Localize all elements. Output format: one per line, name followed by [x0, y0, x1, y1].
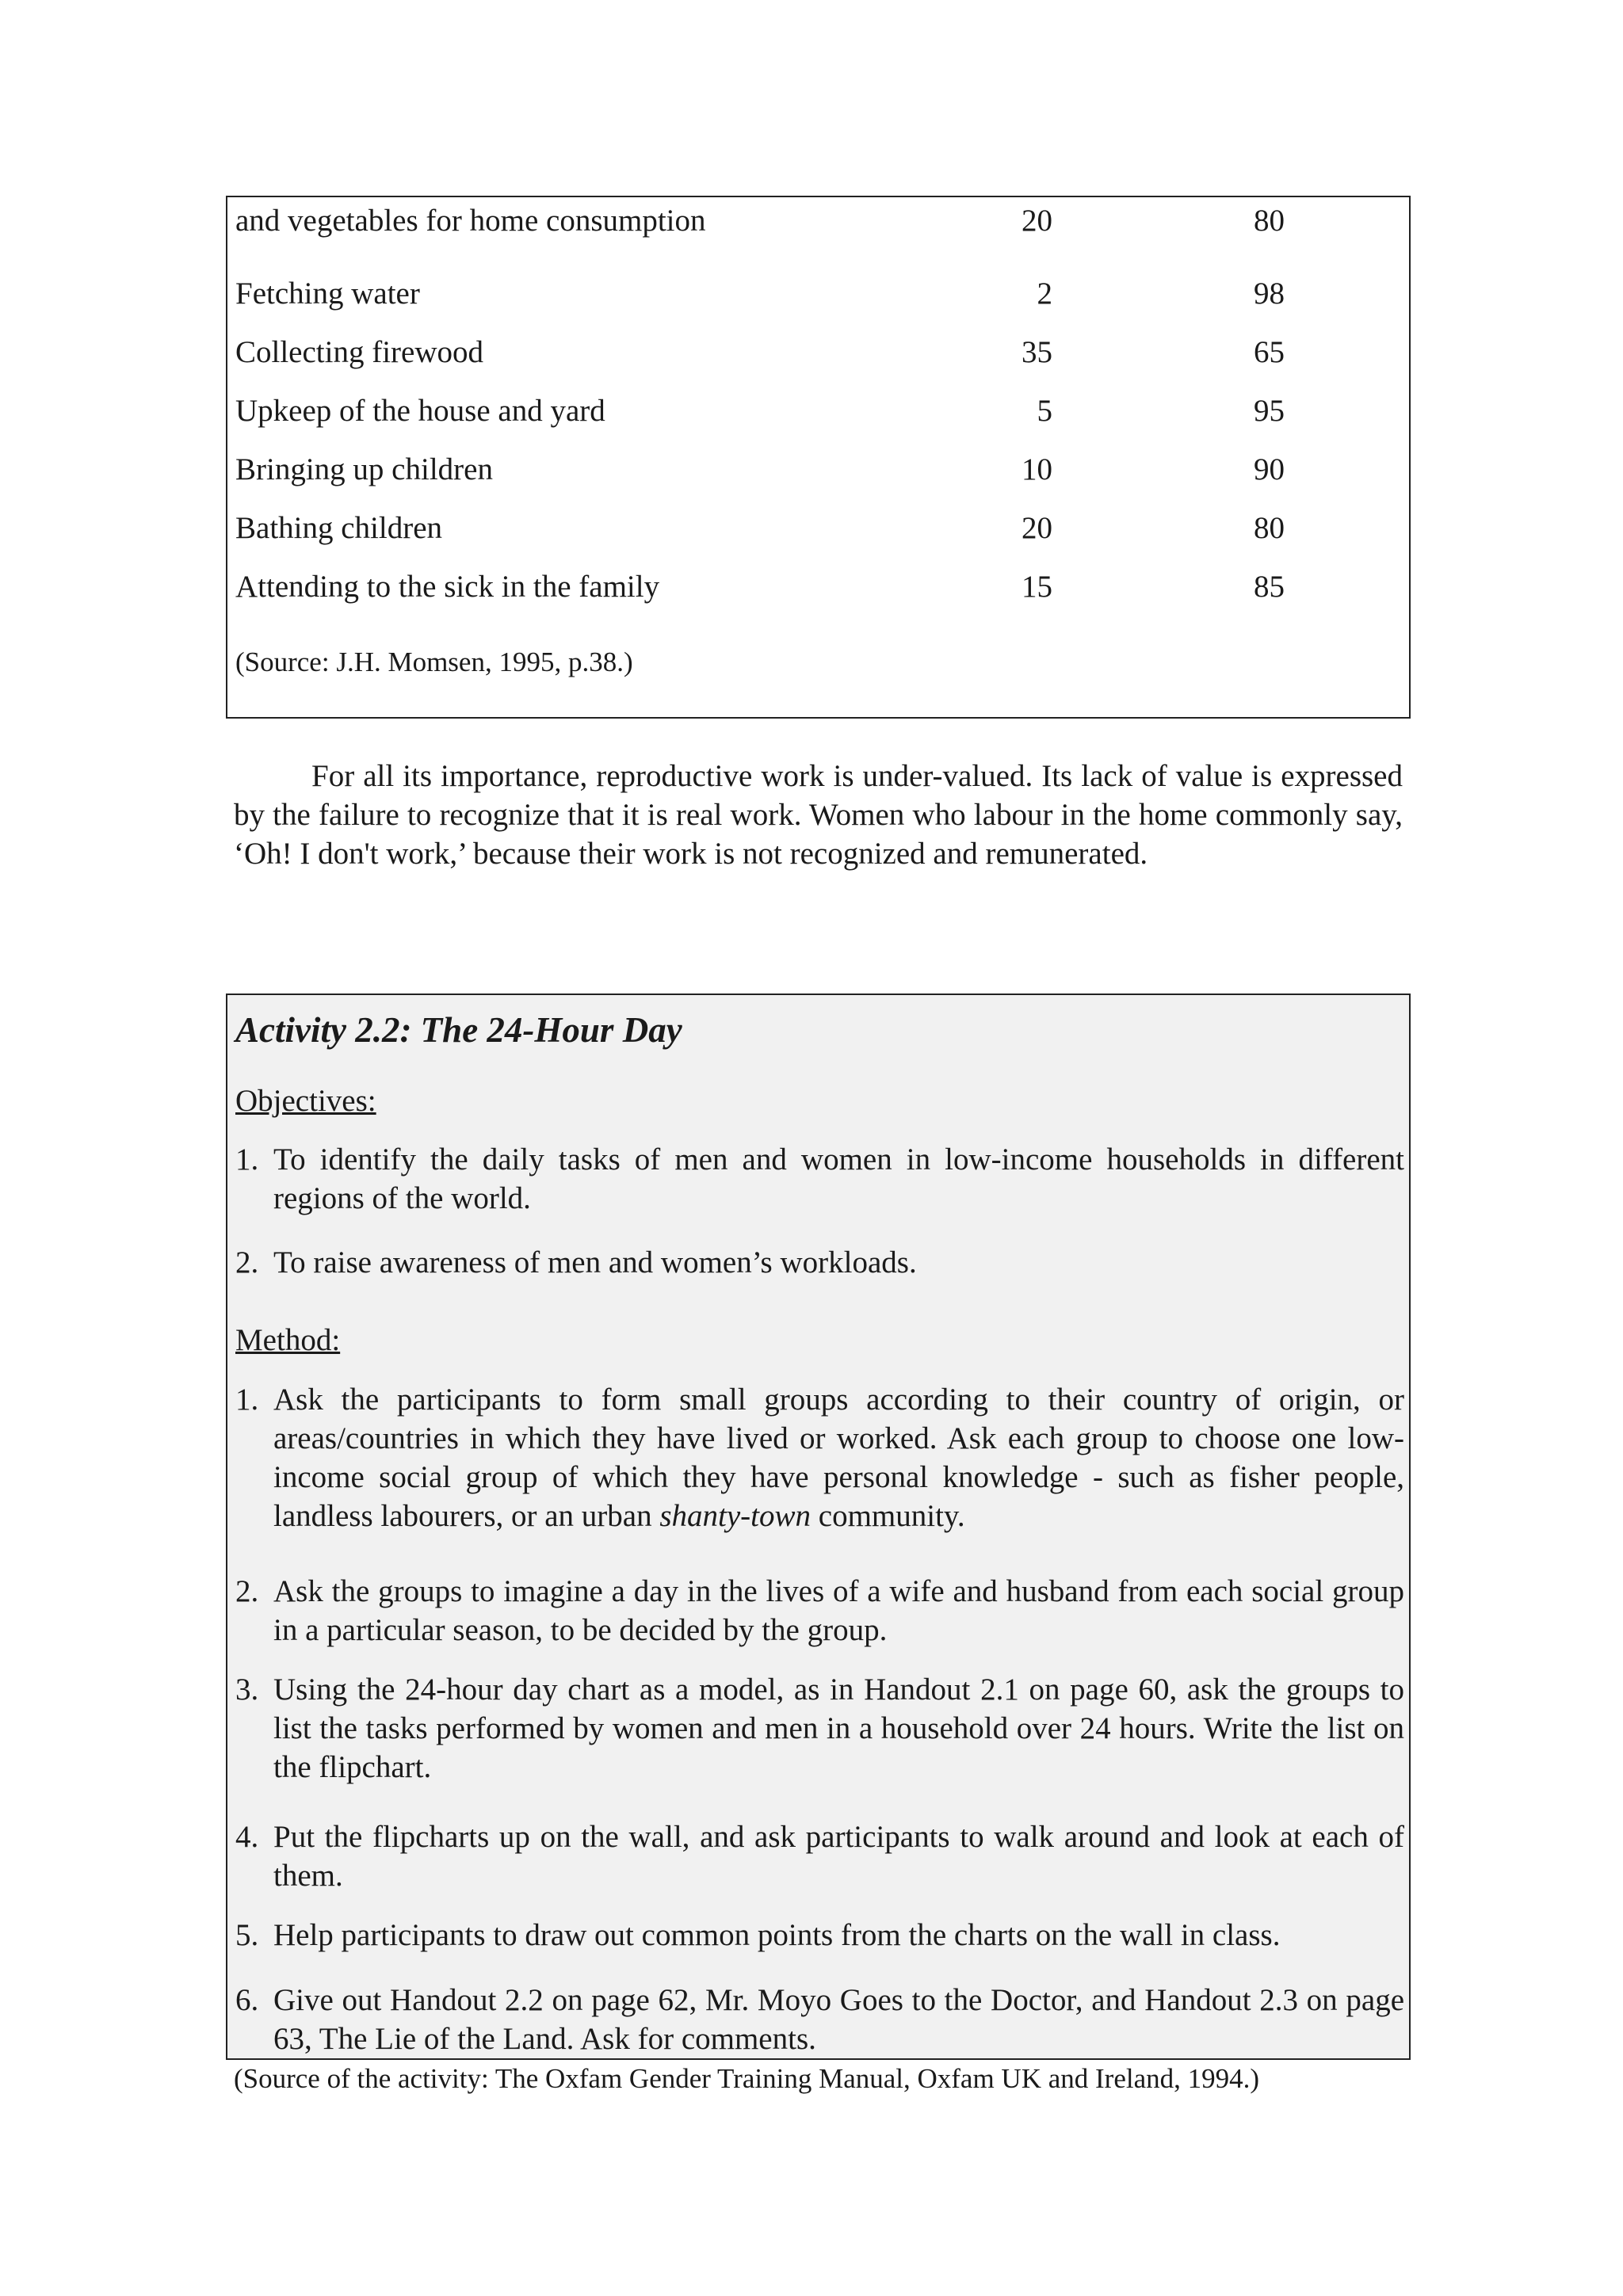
item-text: Put the flipcharts up on the wall, and ask participants to walk around and look at each of them.: [273, 1820, 1404, 1893]
task-cell: Fetching water: [235, 277, 420, 311]
task-cell: Attending to the sick in the family: [235, 570, 660, 604]
item-number: 4.: [235, 1820, 259, 1854]
item-text: To raise awareness of men and women’s workloads.: [273, 1245, 917, 1280]
activity-box: [226, 994, 1411, 2060]
item-text: Using the 24-hour day chart as a model, as in Handout 2.1 on page 60, ask the groups to list the tasks performed by women and men in a household over 24 hours. Write the list on the flipchart.: [273, 1672, 1404, 1784]
method-heading: Method:: [235, 1323, 341, 1357]
task-cell: Bathing children: [235, 511, 443, 545]
table-row: [227, 392, 1409, 430]
women-percent-cell: 80: [1254, 204, 1285, 238]
item-number: 5.: [235, 1918, 259, 1952]
item-number: 1.: [235, 1383, 259, 1417]
item-text: Ask the groups to imagine a day in the lives of a wife and husband from each social group in a particular season, to be decided by the group.: [273, 1574, 1404, 1647]
women-percent-cell: 98: [1254, 277, 1285, 311]
activity-title: Activity 2.2: The 24-Hour Day: [235, 1010, 682, 1050]
women-percent-cell: 65: [1254, 335, 1285, 369]
women-percent-cell: 90: [1254, 452, 1285, 486]
item-number: 2.: [235, 1245, 259, 1280]
method-item: [235, 1380, 1404, 1535]
task-cell: and vegetables for home consumption: [235, 204, 706, 238]
method-item: [235, 1670, 1404, 1787]
item-number: 1.: [235, 1142, 259, 1177]
task-division-table: [226, 196, 1411, 719]
activity-source-note: (Source of the activity: The Oxfam Gender Training Manual, Oxfam UK and Ireland, 1994.): [234, 2063, 1260, 2094]
men-percent-cell: 35: [1022, 335, 1052, 369]
objectives-heading: Objectives:: [235, 1084, 376, 1118]
women-percent-cell: 80: [1254, 511, 1285, 545]
table-row: [227, 509, 1409, 547]
men-percent-cell: 2: [1037, 277, 1052, 311]
table-row: [227, 334, 1409, 372]
men-percent-cell: 5: [1037, 394, 1052, 428]
table-source-note: (Source: J.H. Momsen, 1995, p.38.): [235, 646, 633, 677]
item-number: 3.: [235, 1672, 259, 1707]
item-text: Ask the participants to form small groups according to their country of origin, or areas/countries in which they have lived or worked. Ask each group to choose one low-income social group of which they have personal knowledge - such as fisher people, landless labourers, or an urban shanty-town community.: [273, 1383, 1404, 1533]
task-cell: Bringing up children: [235, 452, 493, 486]
method-item: [235, 1981, 1404, 2058]
women-percent-cell: 85: [1254, 570, 1285, 604]
method-item: [235, 1817, 1404, 1895]
item-text: Give out Handout 2.2 on page 62, Mr. Moyo Goes to the Doctor, and Handout 2.3 on page 63, The Lie of the Land. Ask for comments.: [273, 1983, 1404, 2056]
item-text: To identify the daily tasks of men and women in low-income households in different regions of the world.: [273, 1142, 1404, 1215]
men-percent-cell: 10: [1022, 452, 1052, 486]
objective-item: [235, 1243, 1404, 1282]
table-row: [227, 568, 1409, 606]
body-paragraph: For all its importance, reproductive work is under-valued. Its lack of value is expressed by the failure to recognize that it is real work. Women who labour in the home commonly say, ‘Oh! I don't work,’ because their work is not recognized and remunerated.: [234, 759, 1403, 871]
table-row: [227, 451, 1409, 489]
task-cell: Collecting firewood: [235, 335, 484, 369]
item-number: 2.: [235, 1574, 259, 1608]
method-item: [235, 1916, 1404, 1955]
table-row: [227, 275, 1409, 313]
item-text: Help participants to draw out common points from the charts on the wall in class.: [273, 1918, 1281, 1952]
table-row: [227, 202, 1409, 240]
task-cell: Upkeep of the house and yard: [235, 394, 605, 428]
item-number: 6.: [235, 1983, 259, 2017]
men-percent-cell: 20: [1022, 204, 1052, 238]
method-item: [235, 1572, 1404, 1650]
men-percent-cell: 15: [1022, 570, 1052, 604]
men-percent-cell: 20: [1022, 511, 1052, 545]
objective-item: [235, 1140, 1404, 1218]
women-percent-cell: 95: [1254, 394, 1285, 428]
